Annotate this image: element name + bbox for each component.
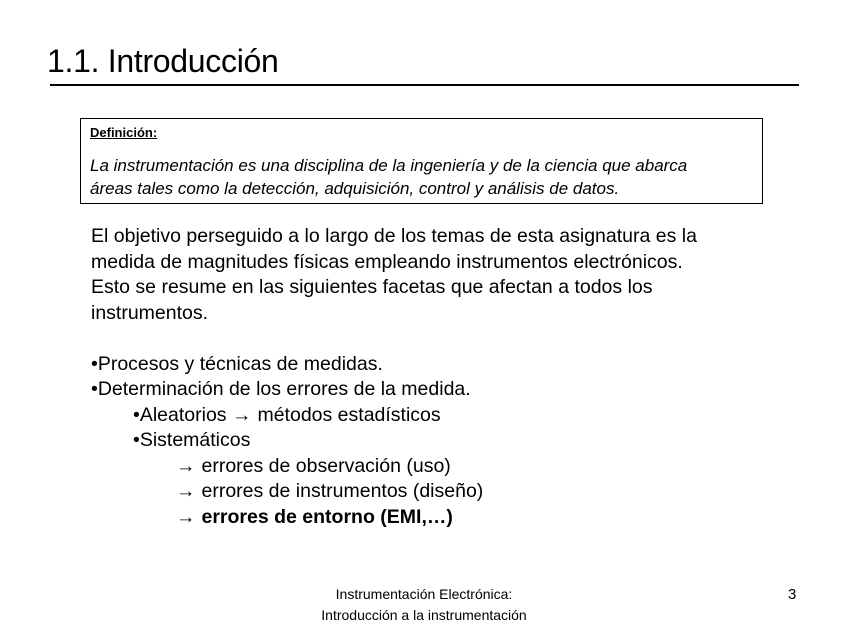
- paragraph-line-3: Esto se resume en las siguientes facetas que afectan a todos los: [91, 276, 653, 298]
- arrow-icon: →: [176, 454, 196, 477]
- bullet-aleatorios: [91, 403, 697, 429]
- footer-line-2: Introducción a la instrumentación: [321, 607, 527, 623]
- sub-bullet-entorno-text: errores de entorno (EMI,…): [201, 505, 453, 528]
- paragraph-line-2: medida de magnitudes físicas empleando instrumentos electrónicos.: [91, 250, 683, 273]
- definition-text: [90, 154, 687, 200]
- arrow-icon: →: [176, 505, 196, 528]
- footer-line-1: Instrumentación Electrónica:: [335, 586, 513, 602]
- arrow-icon: →: [231, 403, 252, 426]
- page-number: 3: [788, 586, 797, 603]
- paragraph-line-4: instrumentos.: [91, 301, 209, 324]
- definition-line-2: áreas tales como la detección, adquisición, control y análisis de datos.: [90, 179, 620, 198]
- definition-line-1: La instrumentación es una disciplina de la ingeniería y de la ciencia que abarca: [90, 156, 688, 175]
- bullet-procesos: •Procesos y técnicas de medidas.: [91, 352, 383, 375]
- bullet-aleatorios-label: •Aleatorios: [133, 403, 227, 426]
- paragraph-gap: [91, 326, 697, 352]
- bullet-sistematicos: •Sistemáticos: [133, 429, 251, 451]
- paragraph-line-1: El objetivo perseguido a lo largo de los temas de esta asignatura es la: [91, 225, 697, 247]
- title-underline: [50, 84, 799, 86]
- bullet-errores: •Determinación de los errores de la medida.: [91, 378, 471, 400]
- definition-label: Definición:: [90, 125, 158, 140]
- slide-footer: [274, 584, 574, 626]
- body-content: [91, 224, 697, 530]
- sub-bullet-entorno: [91, 505, 697, 531]
- arrow-icon: →: [176, 480, 196, 502]
- sub-bullet-observacion: [91, 454, 697, 480]
- definition-box: [80, 118, 763, 204]
- slide-title: 1.1. Introducción: [47, 43, 279, 79]
- sub-bullet-instrumentos-text: errores de instrumentos (diseño): [201, 480, 484, 502]
- sub-bullet-observacion-text: errores de observación (uso): [201, 454, 451, 477]
- bullet-aleatorios-tail: métodos estadísticos: [257, 403, 441, 426]
- sub-bullet-instrumentos: [91, 479, 697, 505]
